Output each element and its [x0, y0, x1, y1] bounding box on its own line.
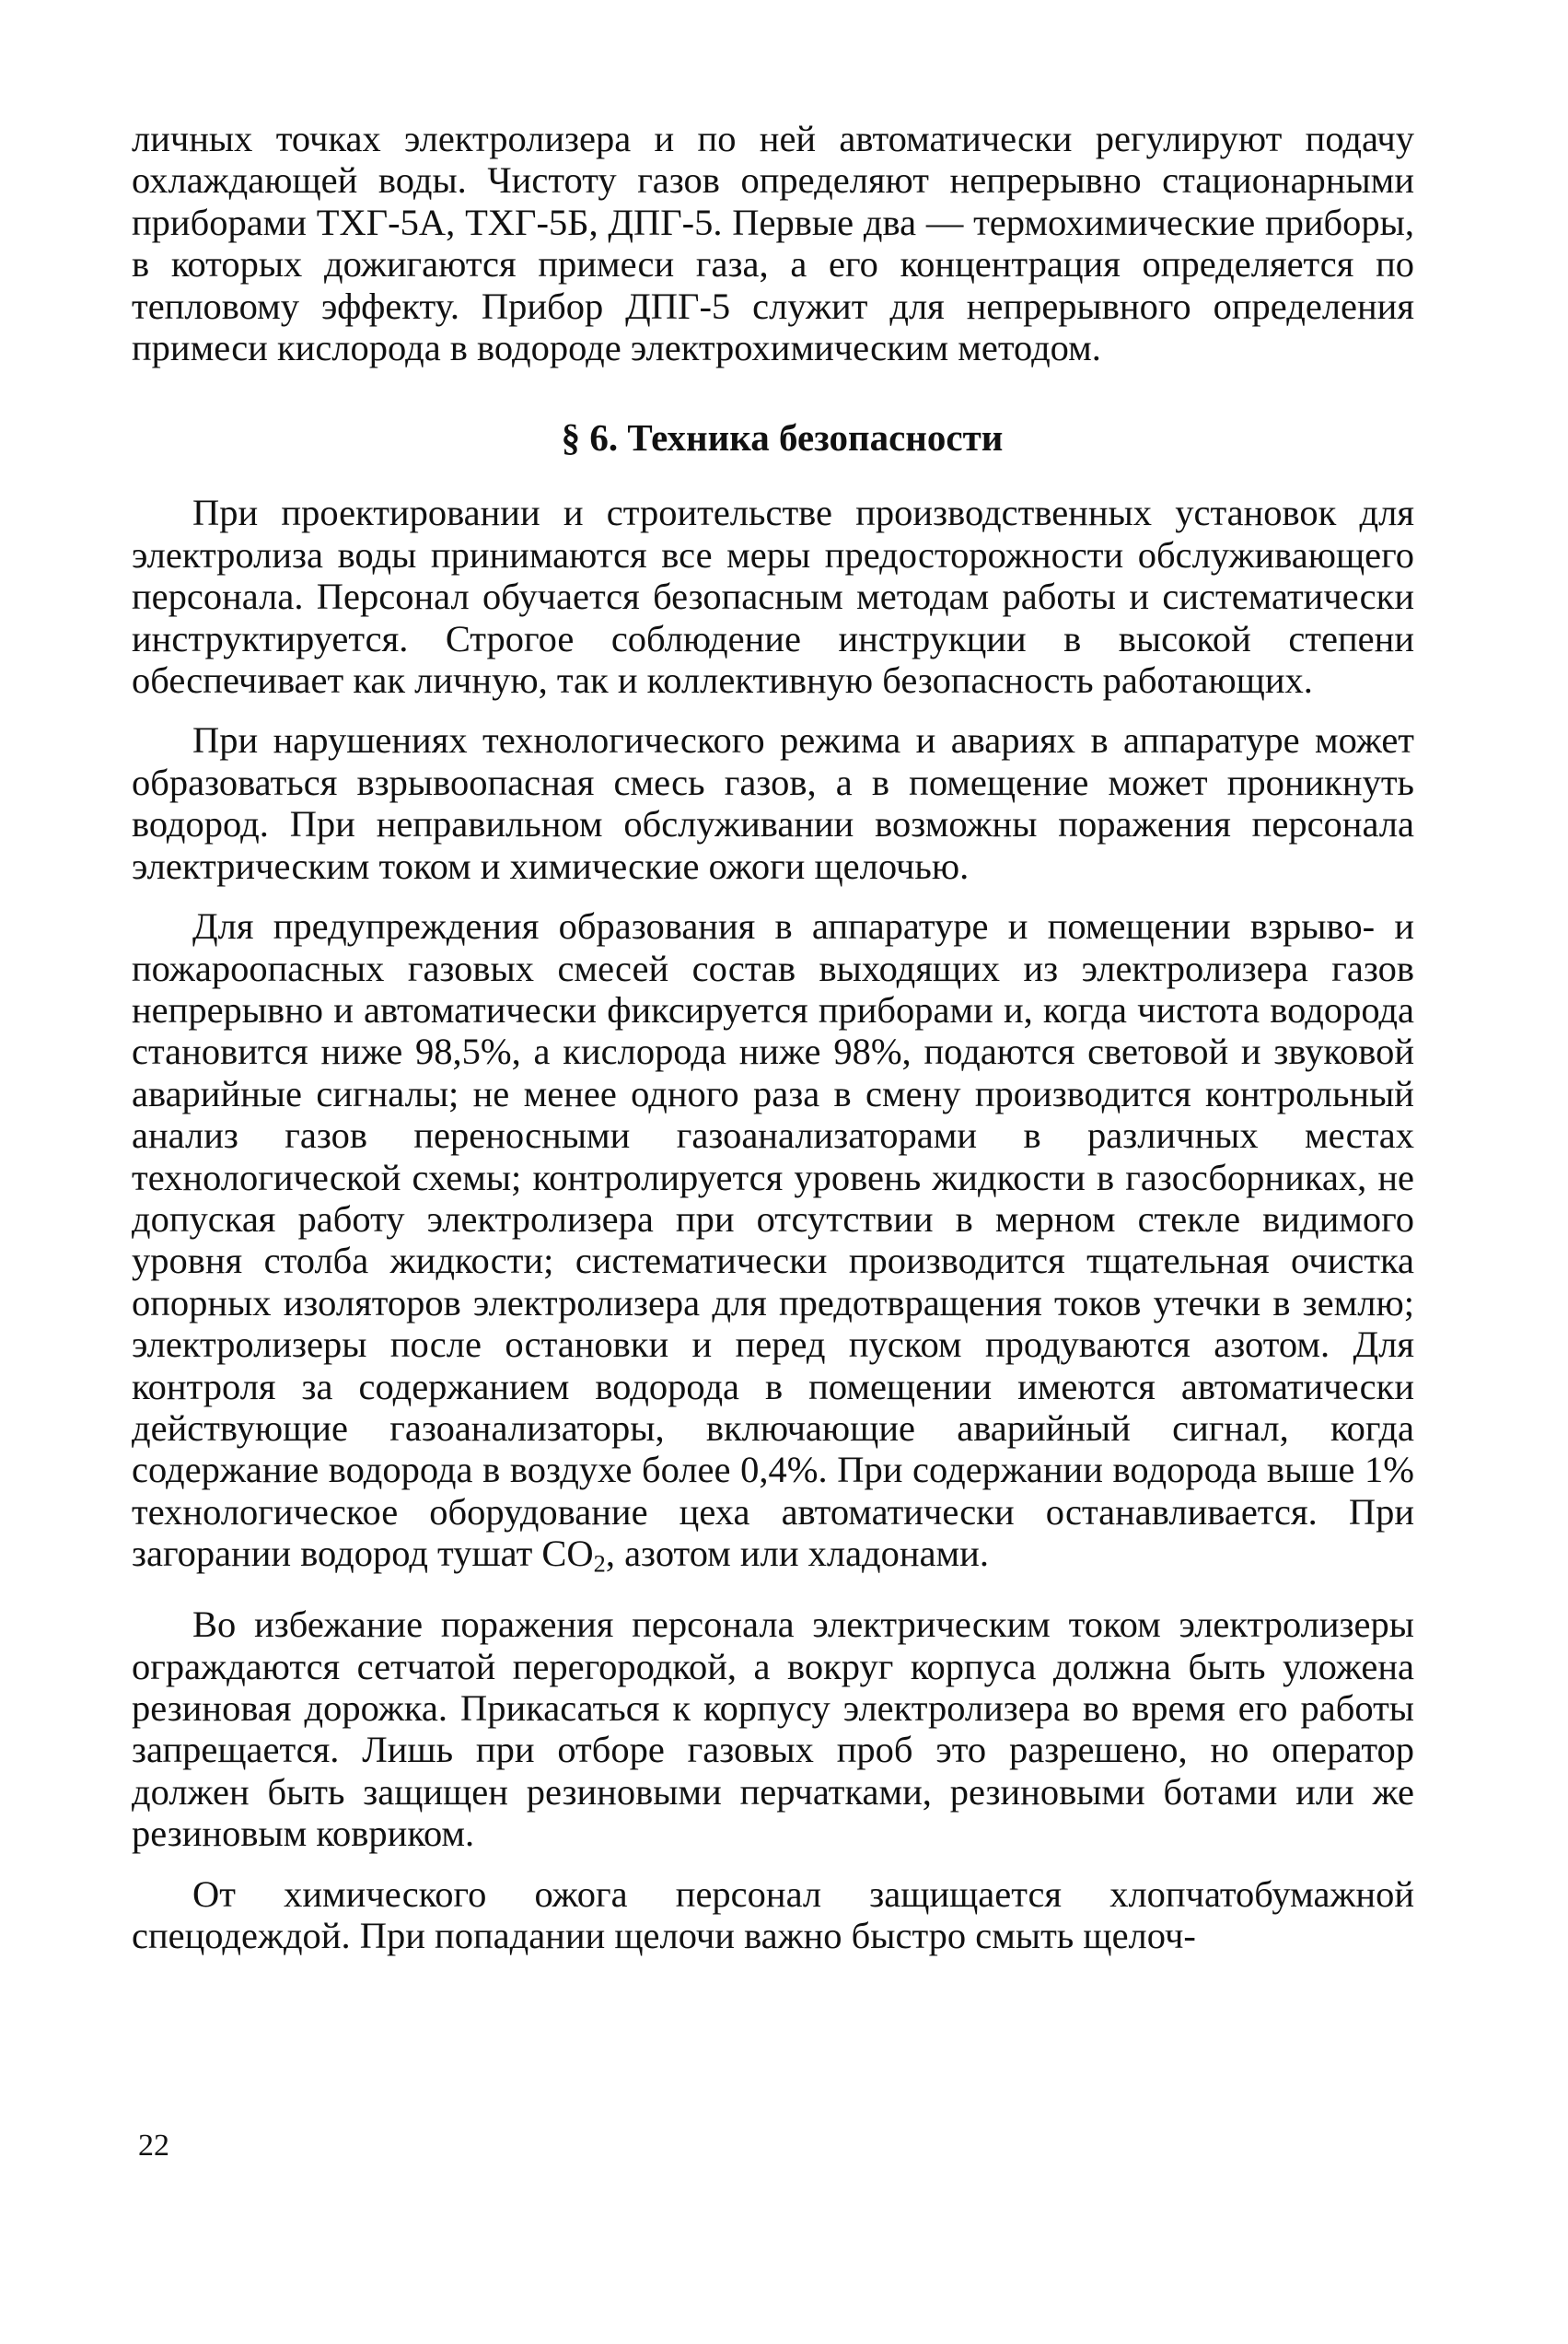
- paragraph-3: [132, 905, 1414, 1585]
- paragraph-1: При проектировании и строительстве производственных установок для электролиза воды принимаются все меры предосторожности обслуживающего персонала. Персонал обучается безопасным методам работы и систематически инструктируется. Строгое соблюдение инструкции в высокой степени обеспечивает как личную, так и коллективную безопасность работающих.: [132, 492, 1414, 702]
- paragraph-3-text: Для предупреждения образования в аппаратуре и помещении взрыво- и пожароопасных газовых смесей состав выходящих из электролизера газов непрерывно и автоматически фиксируется приборами и, когда чистота водорода становится ниже 98,5%, а кислорода ниже 98%, подаются световой и звуковой аварийные сигналы; не менее одного раза в смену производится контрольный анализ газов переносными газоанализаторами в различных местах технологической схемы; контролируется уровень жидкости в газосборниках, не допуская работу электролизера при отсутствии в мерном стекле видимого уровня столба жидкости; систематически производится тщательная очистка опорных изоляторов электролизера для предотвращения токов утечки в землю; электролизеры после остановки и перед пуском продуваются азотом. Для контроля за содержанием водорода в помещении имеются автоматически действующие газоанализаторы, включающие аварийный сигнал, когда содержание водорода в воздухе более 0,4%. При содержании водорода выше 1% технологическое оборудование цеха автоматически останавливается. При загорании водород тушат CO: [132, 905, 1414, 1575]
- paragraph-2: При нарушениях технологического режима и авариях в аппаратуре может образоваться взрывоопасная смесь газов, а в помещение может проникнуть водород. При неправильном обслуживании возможны поражения персонала электрическим током и химические ожоги щелочью.: [132, 719, 1414, 887]
- paragraph-3-tail: , азотом или хладонами.: [605, 1533, 989, 1575]
- paragraph-4: Во избежание поражения персонала электрическим током электролизеры ограждаются сетчатой перегородкой, а вокруг корпуса должна быть уложена резиновая дорожка. Прикасаться к корпусу электролизера во время его работы запрещается. Лишь при отборе газовых проб это разрешено, но оператор должен быть защищен резиновыми перчатками, резиновыми ботами или же резиновым ковриком.: [132, 1603, 1414, 1855]
- page-number: 22: [138, 2128, 169, 2163]
- co2-subscript: 2: [593, 1550, 606, 1578]
- section-heading: § 6. Техника безопасности: [561, 416, 1004, 460]
- page-body: [132, 118, 1414, 1956]
- paragraph-continuation: личных точках электролизера и по ней автоматически регулируют подачу охлаждающей воды. Чистоту газов определяют непрерывно стационарными приборами ТХГ-5А, ТХГ-5Б, ДПГ-5. Первые два — термохимические приборы, в которых дожигаются примеси газа, а его концентрация определяется по тепловому эффекту. Прибор ДПГ-5 служит для непрерывного определения примеси кислорода в водороде электрохимическим методом.: [132, 118, 1414, 369]
- paragraph-5: От химического ожога персонал защищается хлопчатобумажной спецодеждой. При попадании щелочи важно быстро смыть щелоч-: [132, 1872, 1414, 1957]
